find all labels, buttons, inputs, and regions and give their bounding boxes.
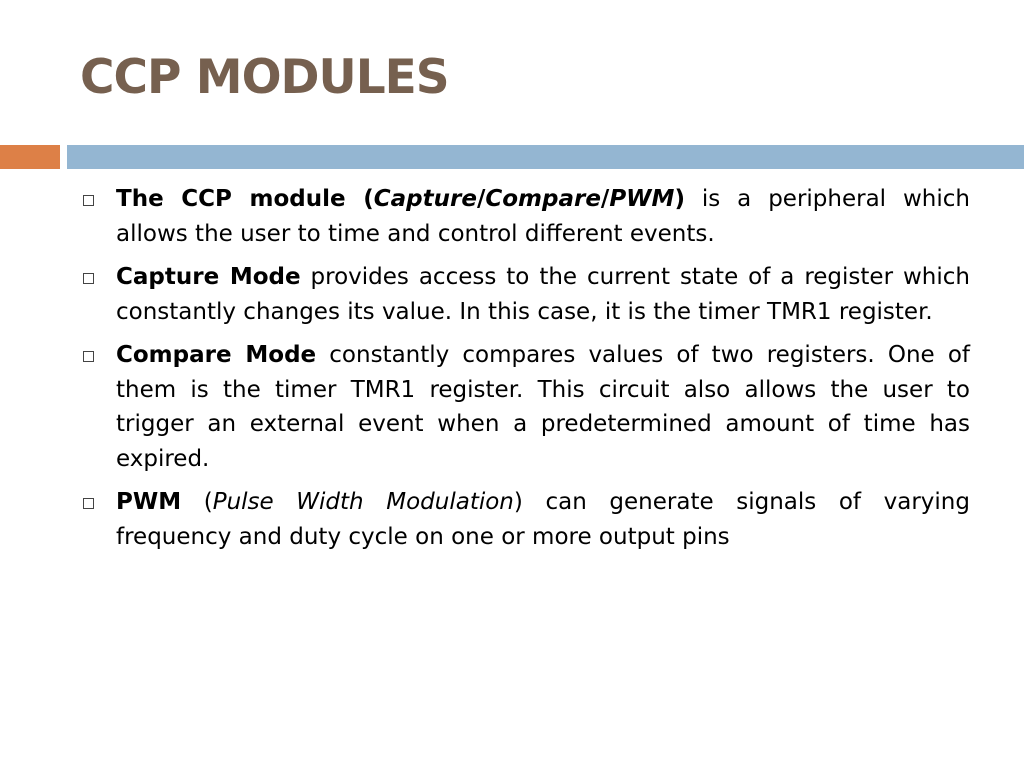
bullet-compare-mode	[80, 338, 970, 476]
hollow-square-icon	[83, 351, 94, 362]
accent-bar	[0, 145, 60, 169]
bullet-text: (	[181, 489, 213, 515]
title-divider-bar	[67, 145, 1024, 169]
bullet-term: The CCP module	[116, 186, 346, 212]
bullet-list	[80, 182, 970, 563]
bullet-text: )	[674, 186, 685, 212]
bullet-italic: Pulse Width Modulation	[212, 489, 514, 515]
hollow-square-icon	[83, 195, 94, 206]
bullet-term: PWM	[116, 489, 182, 515]
bullet-term: Compare Mode	[116, 342, 317, 368]
bullet-italic: Compare	[485, 186, 601, 212]
slide-title: CCP MODULES	[80, 50, 449, 105]
bullet-term: Capture Mode	[116, 264, 301, 290]
bullet-text: provides access to the current state of a register which constantly changes its value. In this case, it is the timer TMR1 register.	[116, 264, 970, 325]
bullet-ccp-module	[80, 182, 970, 251]
bullet-text: ) can generate signals of varying frequency and duty cycle on one or more output pins	[116, 489, 970, 550]
bullet-text: /	[600, 186, 610, 212]
bullet-text: constantly compares values of two registers. One of them is the timer TMR1 register. This circuit also allows the user to trigger an external event when a predetermined amount of time has expired.	[116, 342, 970, 472]
hollow-square-icon	[83, 273, 94, 284]
bullet-italic: PWM	[609, 186, 675, 212]
bullet-text: /	[476, 186, 486, 212]
bullet-capture-mode	[80, 260, 970, 329]
bullet-pwm	[80, 485, 970, 554]
bullet-text: is a peripheral which allows the user to time and control different events.	[116, 186, 970, 247]
hollow-square-icon	[83, 498, 94, 509]
bullet-italic: Capture	[373, 186, 477, 212]
bullet-text: (	[345, 186, 374, 212]
